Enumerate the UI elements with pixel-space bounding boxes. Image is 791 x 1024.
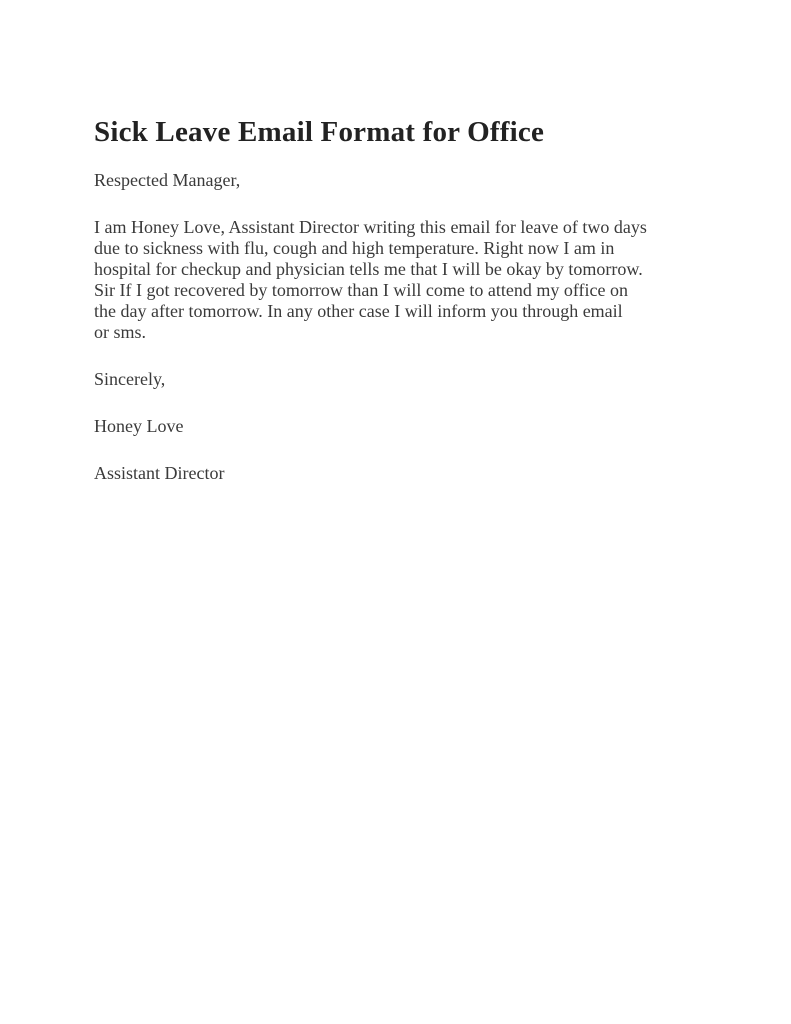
page-title: Sick Leave Email Format for Office [94,116,545,148]
body-line: or sms. [94,322,147,343]
salutation: Respected Manager, [94,170,241,191]
body-line: due to sickness with flu, cough and high temperature. Right now I am in [94,238,615,259]
signature-name: Honey Love [94,416,184,437]
closing: Sincerely, [94,369,166,390]
body-line: Sir If I got recovered by tomorrow than I will come to attend my office on [94,280,629,301]
body-line: hospital for checkup and physician tells me that I will be okay by tomorrow. [94,259,643,280]
body-line: the day after tomorrow. In any other case I will inform you through email [94,301,623,322]
signature-title: Assistant Director [94,463,225,484]
body-paragraph [94,217,721,343]
body-line: I am Honey Love, Assistant Director writing this email for leave of two days [94,217,647,238]
